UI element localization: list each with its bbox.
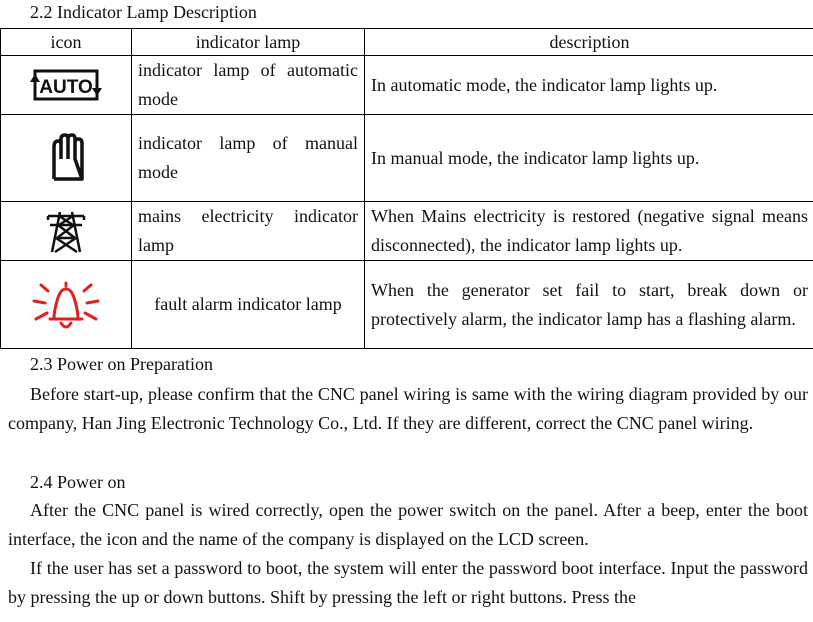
auto-icon-label: AUTO: [39, 77, 93, 98]
lamp-name: fault alarm indicator lamp: [132, 261, 365, 349]
manual-hand-icon: [46, 133, 86, 183]
power-on-paragraph: After the CNC panel is wired correctly, open the power switch on the panel. After a beep, enter the boot interface, the icon and the name of the company is displayed on the LCD screen.: [8, 500, 808, 549]
table-header-row: [1, 29, 813, 56]
section-title-power-on: 2.4 Power on: [30, 472, 126, 492]
icon-cell: [1, 202, 132, 261]
section-title-power-on-preparation: 2.3 Power on Preparation: [30, 354, 213, 374]
lamp-description: When the generator set fail to start, break down or protectively alarm, the indicator lamp has a flashing alarm.: [365, 261, 813, 349]
table-row: [1, 202, 813, 261]
table-row: [1, 261, 813, 349]
password-paragraph: If the user has set a password to boot, the system will enter the password boot interface. Input the password by pressing the up or down buttons. Shift by pressing the left or right buttons. Press the: [8, 558, 808, 607]
indicator-lamp-table: [0, 28, 813, 349]
icon-cell: [1, 56, 132, 115]
lamp-name: indicator lamp of manual mode: [132, 115, 365, 202]
lamp-name: indicator lamp of automatic mode: [132, 56, 365, 115]
auto-mode-icon: [29, 65, 103, 105]
column-header-indicator-lamp: indicator lamp: [132, 29, 365, 56]
table-row: [1, 56, 813, 115]
column-header-icon: icon: [1, 29, 132, 56]
table-row: [1, 115, 813, 202]
lamp-description: When Mains electricity is restored (negative signal means disconnected), the indicator lamp lights up.: [365, 202, 813, 261]
column-header-description: description: [365, 29, 813, 56]
alarm-bell-icon: [30, 277, 102, 333]
lamp-description: In manual mode, the indicator lamp lights up.: [365, 115, 813, 202]
lamp-name: mains electricity indicator lamp: [132, 202, 365, 261]
section-title-indicator-lamp: 2.2 Indicator Lamp Description: [30, 2, 257, 22]
icon-cell: [1, 261, 132, 349]
power-tower-icon: [46, 208, 86, 254]
icon-cell: [1, 115, 132, 202]
lamp-description: In automatic mode, the indicator lamp lights up.: [365, 56, 813, 115]
preparation-paragraph: Before start-up, please confirm that the CNC panel wiring is same with the wiring diagram provided by our company, Han Jing Electronic Technology Co., Ltd. If they are different, correct the CNC panel wiring.: [8, 384, 808, 433]
